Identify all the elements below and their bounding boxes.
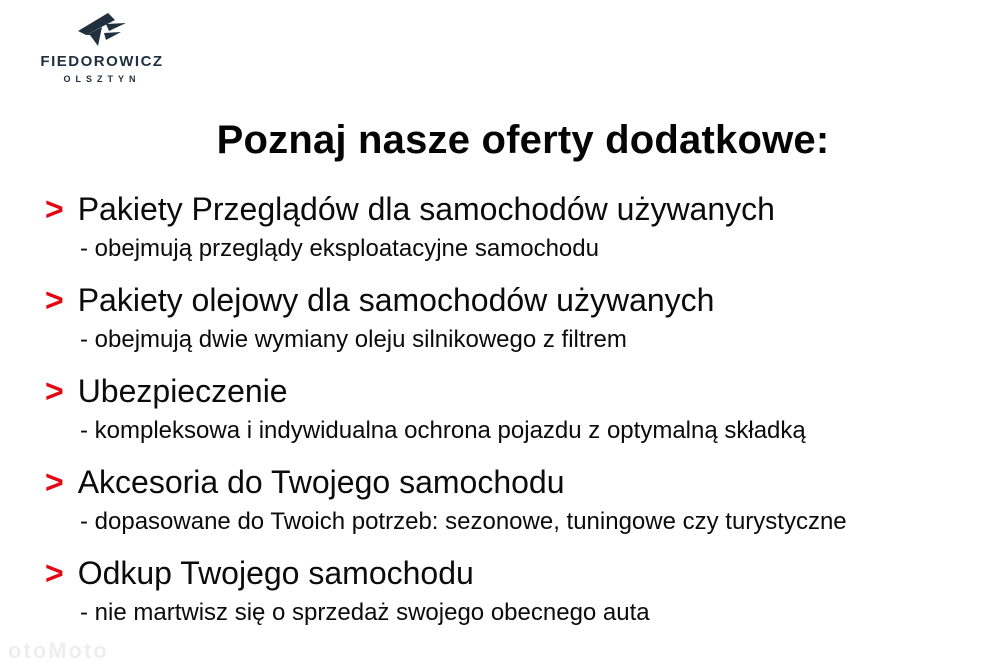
offer-head <box>45 193 975 227</box>
offers-list <box>45 193 975 648</box>
chevron-bullet-icon: > <box>45 373 64 409</box>
offer-item <box>45 284 975 375</box>
offer-detail: - obejmują dwie wymiany oleju silnikowego z filtrem <box>80 325 627 353</box>
offer-head <box>45 375 975 409</box>
chevron-bullet-icon: > <box>45 464 64 500</box>
offer-item <box>45 466 975 557</box>
logo-brand-text: FIEDOROWICZ <box>40 53 164 70</box>
offer-heading: Ubezpieczenie <box>77 373 288 409</box>
offer-detail: - nie martwisz się o sprzedaż swojego obecnego auta <box>80 598 650 626</box>
offer-heading: Akcesoria do Twojego samochodu <box>77 464 565 500</box>
offer-heading: Pakiety Przeglądów dla samochodów używanych <box>77 191 775 227</box>
f-arrow-logo-icon <box>76 12 128 48</box>
offer-item <box>45 193 975 284</box>
chevron-bullet-icon: > <box>45 555 64 591</box>
offer-detail: - kompleksowa i indywidualna ochrona pojazdu z optymalną składką <box>80 416 806 444</box>
logo-city-text: OLSZTYN <box>63 74 141 84</box>
offer-head <box>45 466 975 500</box>
dealer-logo <box>36 12 168 84</box>
chevron-bullet-icon: > <box>45 191 64 227</box>
offer-head <box>45 284 975 318</box>
offer-heading: Odkup Twojego samochodu <box>77 555 474 591</box>
offer-item <box>45 375 975 466</box>
offer-detail: - dopasowane do Twoich potrzeb: sezonowe, tuningowe czy turystyczne <box>80 507 847 535</box>
offer-detail: - obejmują przeglądy eksploatacyjne samochodu <box>80 234 599 262</box>
chevron-bullet-icon: > <box>45 282 64 318</box>
offer-heading: Pakiety olejowy dla samochodów używanych <box>77 282 715 318</box>
page-title: Poznaj nasze oferty dodatkowe: <box>216 118 830 162</box>
otomoto-watermark: otoMoto <box>8 638 109 663</box>
offer-head <box>45 557 975 591</box>
offer-item <box>45 557 975 648</box>
